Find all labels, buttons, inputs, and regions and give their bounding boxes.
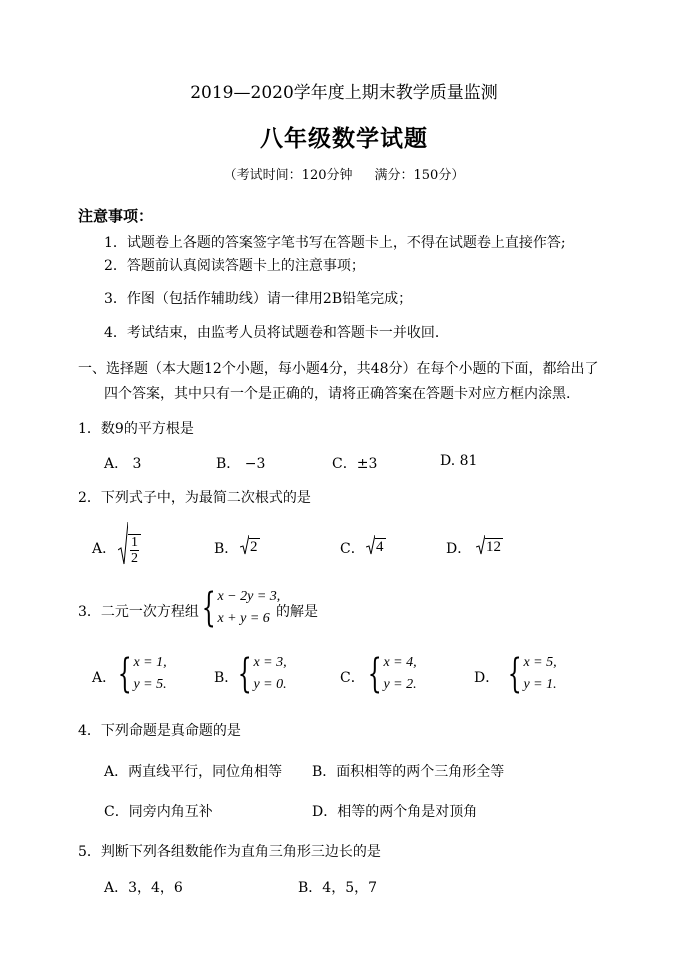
q2-label-a: A． <box>92 541 117 557</box>
q1-option-c: C．±3 <box>332 456 378 472</box>
q4-option-b: B．面积相等的两个三角形全等 <box>312 764 505 780</box>
q4-option-a: A．两直线平行，同位角相等 <box>104 764 283 780</box>
q5-option-a: A．3，4，6 <box>104 880 183 896</box>
question-3-stem-suffix: 的解是 <box>276 604 318 620</box>
q3-a-eq1: x = 1, <box>133 655 167 670</box>
q3-label-c: C． <box>340 670 365 686</box>
notice-item: 2．答题前认真阅读答题卡上的注意事项； <box>104 258 365 274</box>
full-score: 满分：150分） <box>374 168 465 183</box>
q3-b-eq1: x = 3, <box>253 655 287 670</box>
sqrt-symbol <box>118 522 141 566</box>
q2-label-d: D． <box>446 541 472 557</box>
q1-option-d: D. 81 <box>440 453 478 469</box>
q3-d-eq2: y = 1. <box>523 677 557 692</box>
notice-item: 4．考试结束，由监考人员将试题卷和答题卡一并收回． <box>104 325 449 341</box>
notice-item: 3．作图（包括作辅助线）请一律用2B铅笔完成； <box>104 291 413 307</box>
q3-equation-1: x − 2y = 3, <box>217 589 281 604</box>
q3-option-a-system <box>112 652 167 696</box>
q1-option-b: B． −3 <box>216 456 266 472</box>
question-2-stem: 2．下列式子中，为最简二次根式的是 <box>78 490 311 506</box>
exam-subject: 八年级数学试题 <box>260 125 428 152</box>
sqrt-symbol <box>240 535 260 555</box>
q3-label-a: A． <box>92 670 117 686</box>
question-5-stem: 5．判断下列各组数能作为直角三角形三边长的是 <box>78 844 381 860</box>
q3-a-eq2: y = 5. <box>133 677 167 692</box>
q4-option-d: D．相等的两个角是对顶角 <box>312 804 478 820</box>
q3-c-eq1: x = 4, <box>383 655 417 670</box>
question-3-stem-prefix: 3．二元一次方程组 <box>78 604 199 620</box>
exam-time: （考试时间：120分钟 <box>223 168 353 183</box>
q2-radicand-c: 4 <box>376 539 384 555</box>
q3-option-c-system <box>362 652 417 696</box>
q2-radicand-b: 2 <box>250 539 258 555</box>
q2-label-c: C． <box>340 541 365 557</box>
q3-label-b: B． <box>214 670 239 686</box>
q3-equation-2: x + y = 6 <box>217 611 270 626</box>
q2-option-a-expr <box>118 522 141 570</box>
question-4-stem: 4．下列命题是真命题的是 <box>78 723 241 739</box>
notice-item: 1．试题卷上各题的答案签字笔书写在答题卡上，不得在试题卷上直接作答; <box>104 235 566 251</box>
question-1-stem: 1．数9的平方根是 <box>78 421 194 437</box>
q4-option-c: C．同旁内角互补 <box>104 804 213 820</box>
q5-option-b: B．4，5，7 <box>298 880 378 896</box>
sqrt-symbol <box>476 535 503 555</box>
q2-label-b: B． <box>214 541 239 557</box>
q3-system <box>196 586 280 630</box>
q3-c-eq2: y = 2. <box>383 677 417 692</box>
q2-option-b-expr <box>240 535 260 559</box>
exam-title: 2019—2020学年度上期末教学质量监测 <box>190 83 498 103</box>
section-heading-line2: 四个答案，其中只有一个是正确的，请将正确答案在答题卡对应方框内涂黑. <box>104 386 571 402</box>
brace-icon: { <box>201 585 216 631</box>
q2-option-c-expr <box>366 535 386 559</box>
sqrt-symbol <box>366 535 386 555</box>
q3-label-d: D． <box>474 670 500 686</box>
q3-option-d-system <box>502 652 557 696</box>
notice-title: 注意事项： <box>78 207 154 225</box>
brace-icon: { <box>117 651 132 697</box>
q2-radicand-d: 12 <box>486 539 501 555</box>
brace-icon: { <box>507 651 522 697</box>
q2-option-d-expr <box>476 535 503 559</box>
section-heading-line1: 一、选择题（本大题12个小题，每小题4分，共48分）在每个小题的下面，都给出了 <box>78 361 599 377</box>
q1-option-a: A． 3 <box>104 456 142 472</box>
exam-info <box>0 164 688 183</box>
q3-b-eq2: y = 0. <box>253 677 287 692</box>
q2-frac-numerator: 1 <box>131 535 138 550</box>
brace-icon: { <box>367 651 382 697</box>
q2-frac-denominator: 2 <box>131 551 138 566</box>
q3-d-eq1: x = 5, <box>523 655 557 670</box>
q3-option-b-system <box>232 652 287 696</box>
brace-icon: { <box>237 651 252 697</box>
